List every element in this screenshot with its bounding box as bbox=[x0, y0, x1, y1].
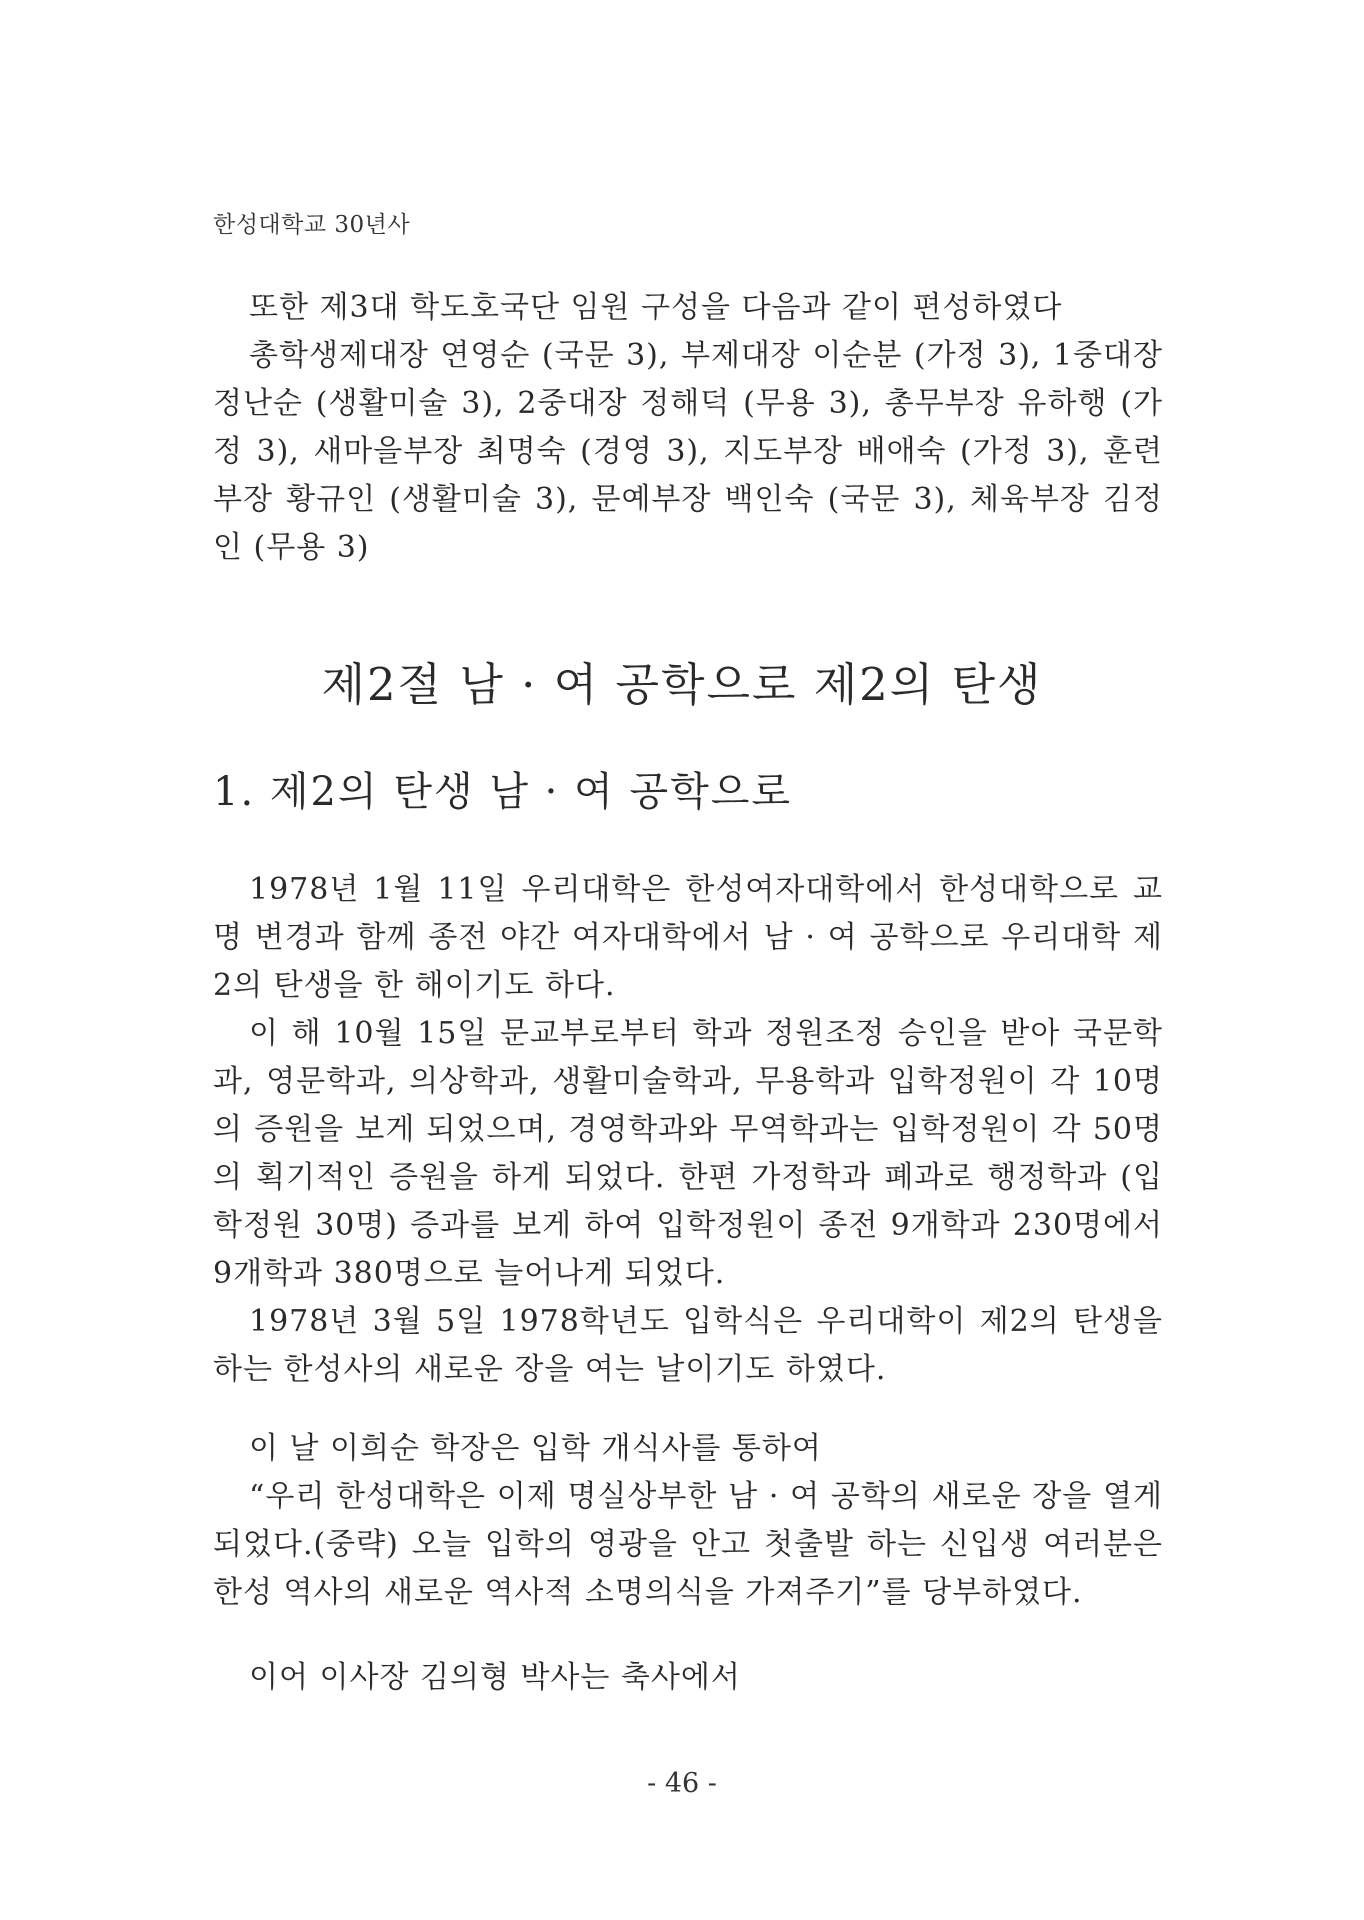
intro-lead: 또한 제3대 학도호국단 임원 구성을 다음과 같이 편성하였다 bbox=[249, 290, 1063, 325]
section-title: 제2절 남 · 여 공학으로 제2의 탄생 bbox=[321, 658, 1043, 711]
intro-members: 총학생제대장 연영순 (국문 3), 부제대장 이순분 (가정 3), 1중대장 정난순 (생활미술 3), 2중대장 정해덕 (무용 3), 총무부장 유하행 (가정 3), 새마을부장 최명숙 (경영 3), 지도부장 배애숙 (가정 3), 훈련부장 황규인 (생활미술 3), 문예부장 백인숙 (국문 3), 체육부장 김정인 (무용 3) bbox=[213, 338, 1163, 565]
running-header: 한성대학교 30년사 bbox=[213, 212, 411, 238]
subsection-title: 1. 제2의 탄생 남 · 여 공학으로 bbox=[213, 769, 793, 815]
intro-block bbox=[213, 284, 1163, 572]
paragraph-5: “우리 한성대학은 이제 명실상부한 남 · 여 공학의 새로운 장을 열게 되었다.(중략) 오늘 입학의 영광을 안고 첫출발 하는 신입생 여러분은 한성 역사의 새로운 역사적 소명의식을 가져주기”를 당부하였다. bbox=[213, 1479, 1163, 1610]
paragraph-2: 이 해 10월 15일 문교부로부터 학과 정원조정 승인을 받아 국문학과, 영문학과, 의상학과, 생활미술학과, 무용학과 입학정원이 각 10명의 증원을 보게 되었으며, 경영학과와 무역학과는 입학정원이 각 50명의 획기적인 증원을 하게 되었다. 한편 가정학과 폐과로 행정학과 (입학정원 30명) 증과를 보게 하여 입학정원이 종전 9개학과 230명에서 9개학과 380명으로 늘어나게 되었다. bbox=[213, 1016, 1163, 1291]
paragraph-3: 1978년 3월 5일 1978학년도 입학식은 우리대학이 제2의 탄생을 하는 한성사의 새로운 장을 여는 날이기도 하였다. bbox=[213, 1304, 1163, 1387]
paragraph-4: 이 날 이희순 학장은 입학 개식사를 통하여 bbox=[249, 1431, 822, 1466]
paragraph-1: 1978년 1월 11일 우리대학은 한성여자대학에서 한성대학으로 교명 변경과 함께 종전 야간 여자대학에서 남 · 여 공학으로 우리대학 제2의 탄생을 한 해이기도 하다. bbox=[213, 872, 1163, 1003]
page-number: - 46 - bbox=[647, 1768, 717, 1799]
body-block-1 bbox=[213, 866, 1163, 1394]
paragraph-6: 이어 이사장 김의형 박사는 축사에서 bbox=[249, 1660, 741, 1695]
body-block-2 bbox=[213, 1425, 1163, 1617]
body-block-3 bbox=[213, 1654, 1163, 1702]
